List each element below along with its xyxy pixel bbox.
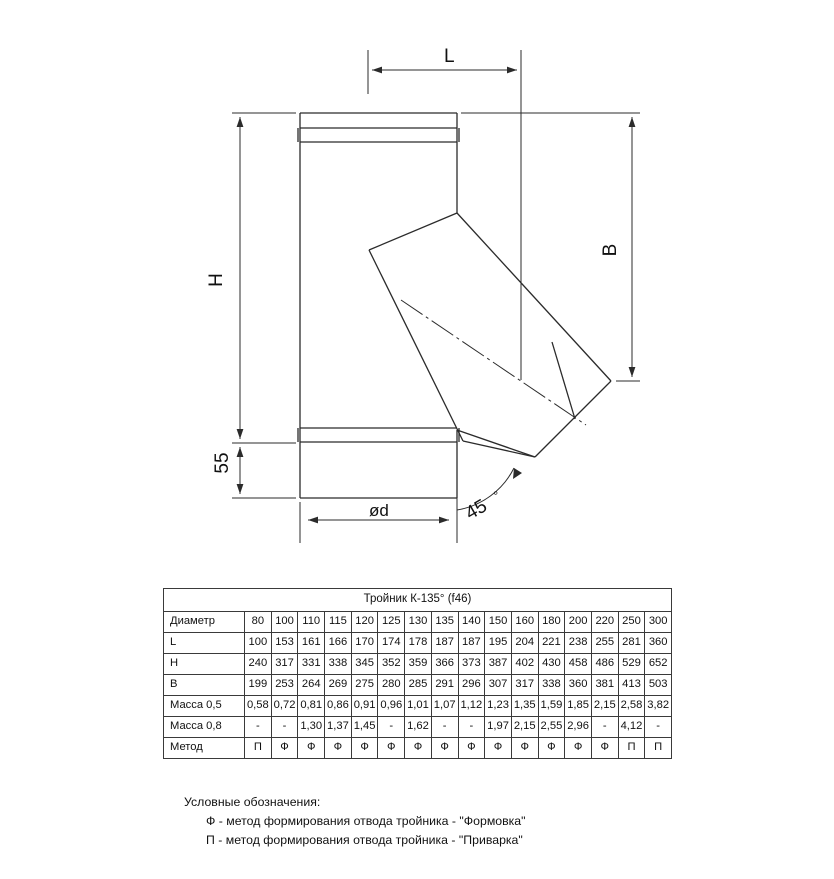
table-cell: 1,97 (485, 717, 512, 738)
table-cell: 1,23 (485, 696, 512, 717)
table-cell: 503 (645, 675, 672, 696)
table-cell: 1,30 (298, 717, 325, 738)
table-row (164, 717, 672, 738)
legend-line-privarka: П - метод формирования отвода тройника - "Приварка" (206, 833, 523, 847)
table-cell: 195 (485, 633, 512, 654)
dim-d-arrow-right (439, 517, 449, 524)
table-cell: 381 (591, 675, 618, 696)
table-cell: Ф (591, 738, 618, 759)
branch-nose-bottom (463, 441, 535, 457)
table-cell: 281 (618, 633, 645, 654)
branch-inner-seam (487, 403, 565, 425)
table-cell: 0,91 (351, 696, 378, 717)
table-cell: 115 (325, 612, 352, 633)
table-cell: 1,01 (405, 696, 432, 717)
dim-label-55: 55 (212, 452, 233, 474)
table-cell: 178 (405, 633, 432, 654)
table-cell: 125 (378, 612, 405, 633)
table-cell: 1,35 (511, 696, 538, 717)
table-cell: 2,15 (591, 696, 618, 717)
dim-L-arrow-left (372, 67, 382, 74)
table-row (164, 696, 672, 717)
table-row (164, 675, 672, 696)
table-cell: 200 (565, 612, 592, 633)
table-cell: 153 (271, 633, 298, 654)
dim-label-H: H (206, 273, 227, 287)
table-cell: - (245, 717, 272, 738)
table-cell: 0,86 (325, 696, 352, 717)
table-cell: 296 (458, 675, 485, 696)
branch-cross-centerline (472, 349, 501, 411)
table-cell: 250 (618, 612, 645, 633)
table-cell: 187 (431, 633, 458, 654)
branch-nose-left (369, 250, 463, 441)
table-cell: 199 (245, 675, 272, 696)
table-cell: 140 (458, 612, 485, 633)
table-cell: 352 (378, 654, 405, 675)
table-cell: 160 (511, 612, 538, 633)
table-cell: 387 (485, 654, 512, 675)
table-cell: 1,62 (405, 717, 432, 738)
specification-table (163, 588, 672, 759)
table-cell: 413 (618, 675, 645, 696)
table-cell: 317 (511, 675, 538, 696)
table-cell: 2,55 (538, 717, 565, 738)
dim-d-arrow-left (308, 517, 318, 524)
table-cell: 338 (325, 654, 352, 675)
table-cell: 458 (565, 654, 592, 675)
table-row-label: H (164, 654, 245, 675)
dim-label-diameter: ød (369, 501, 389, 520)
table-cell: П (645, 738, 672, 759)
table-cell: 238 (565, 633, 592, 654)
table-cell: 300 (645, 612, 672, 633)
branch-nose-top (369, 213, 457, 250)
table-cell: 2,96 (565, 717, 592, 738)
table-cell: 100 (245, 633, 272, 654)
table-cell: 1,45 (351, 717, 378, 738)
table-row-label: Диаметр (164, 612, 245, 633)
table-cell: 338 (538, 675, 565, 696)
dim-label-angle: 45 (462, 495, 491, 525)
table-cell: 120 (351, 612, 378, 633)
legend-heading: Условные обозначения: (184, 795, 321, 809)
table-cell: - (458, 717, 485, 738)
dim-B-arrow-top (629, 117, 636, 127)
table-cell: 0,96 (378, 696, 405, 717)
dim-label-B: B (600, 243, 621, 257)
table-cell: 360 (565, 675, 592, 696)
table-cell: 402 (511, 654, 538, 675)
table-head (164, 589, 672, 612)
table-row-label: Метод (164, 738, 245, 759)
table-cell: - (271, 717, 298, 738)
table-title-row (164, 589, 672, 612)
table-cell: Ф (351, 738, 378, 759)
table-cell: 285 (405, 675, 432, 696)
table-cell: Ф (485, 738, 512, 759)
table-row-label: B (164, 675, 245, 696)
dim-B-arrow-bottom (629, 367, 636, 377)
table-cell: - (431, 717, 458, 738)
table-cell: Ф (298, 738, 325, 759)
table-cell: 269 (325, 675, 352, 696)
table-cell: 166 (325, 633, 352, 654)
branch-bottom-wall (457, 430, 535, 457)
table-row-label: Масса 0,8 (164, 717, 245, 738)
table-cell: 366 (431, 654, 458, 675)
table-cell: 359 (405, 654, 432, 675)
table-cell: Ф (458, 738, 485, 759)
table-cell: 1,59 (538, 696, 565, 717)
table-cell: 220 (591, 612, 618, 633)
table-cell: 0,81 (298, 696, 325, 717)
table-row (164, 654, 672, 675)
table-cell: 2,15 (511, 717, 538, 738)
table-cell: Ф (565, 738, 592, 759)
table-cell: 80 (245, 612, 272, 633)
dim-label-L: L (444, 46, 455, 67)
table-cell: Ф (378, 738, 405, 759)
table-cell: 529 (618, 654, 645, 675)
branch-rim-line (552, 342, 575, 419)
table-cell: 240 (245, 654, 272, 675)
table-cell: 486 (591, 654, 618, 675)
branch-end-face-top (535, 381, 611, 457)
table-cell: - (591, 717, 618, 738)
table-cell: 174 (378, 633, 405, 654)
table-cell: П (618, 738, 645, 759)
table-cell: 204 (511, 633, 538, 654)
table-cell: 373 (458, 654, 485, 675)
dim-H-arrow-bottom (237, 429, 244, 439)
table-cell: 110 (298, 612, 325, 633)
table-cell: 255 (591, 633, 618, 654)
table-cell: 317 (271, 654, 298, 675)
table-row (164, 738, 672, 759)
dim-H-arrow-top (237, 117, 244, 127)
table-cell: 3,82 (645, 696, 672, 717)
table-cell: 331 (298, 654, 325, 675)
table-cell: Ф (538, 738, 565, 759)
table-body (164, 612, 672, 759)
table-cell: 1,85 (565, 696, 592, 717)
table-cell: 221 (538, 633, 565, 654)
table-row-label: Масса 0,5 (164, 696, 245, 717)
table-cell: Ф (271, 738, 298, 759)
dim-55-arrow-bottom (237, 484, 244, 494)
table-cell: 100 (271, 612, 298, 633)
legend-line-formovka: Ф - метод формирования отвода тройника - "Формовка" (206, 814, 526, 828)
table-cell: 275 (351, 675, 378, 696)
table-cell: 430 (538, 654, 565, 675)
table-row (164, 633, 672, 654)
branch-lower-wall (368, 252, 535, 457)
table-cell: Ф (405, 738, 432, 759)
table-cell: 1,37 (325, 717, 352, 738)
specification-table-container (163, 588, 672, 759)
table-cell: Ф (511, 738, 538, 759)
dim-label-angle-degree: ° (491, 488, 503, 503)
table-cell: - (645, 717, 672, 738)
table-cell: Ф (325, 738, 352, 759)
table-cell: 264 (298, 675, 325, 696)
table-cell: 2,58 (618, 696, 645, 717)
dim-L-arrow-right (507, 67, 517, 74)
table-cell: 253 (271, 675, 298, 696)
table-cell: 345 (351, 654, 378, 675)
table-row (164, 612, 672, 633)
table-cell: 4,12 (618, 717, 645, 738)
table-cell: 150 (485, 612, 512, 633)
table-cell: 161 (298, 633, 325, 654)
branch-fold (463, 403, 486, 441)
table-cell: 360 (645, 633, 672, 654)
table-cell: П (245, 738, 272, 759)
table-cell: 307 (485, 675, 512, 696)
table-cell: 135 (431, 612, 458, 633)
table-cell: 652 (645, 654, 672, 675)
angle-arrow (513, 468, 522, 479)
table-cell: 291 (431, 675, 458, 696)
table-cell: - (378, 717, 405, 738)
table-cell: 280 (378, 675, 405, 696)
branch-top-wall (457, 213, 611, 381)
table-cell: 170 (351, 633, 378, 654)
table-cell: 0,72 (271, 696, 298, 717)
table-title: Тройник К-135° (f46) (164, 589, 672, 612)
table-cell: 0,58 (245, 696, 272, 717)
table-cell: 180 (538, 612, 565, 633)
table-cell: 1,12 (458, 696, 485, 717)
table-cell: 130 (405, 612, 432, 633)
table-cell: 1,07 (431, 696, 458, 717)
table-cell: 187 (458, 633, 485, 654)
dim-55-arrow-top (237, 447, 244, 457)
legend-block (184, 793, 526, 850)
table-cell: Ф (431, 738, 458, 759)
table-row-label: L (164, 633, 245, 654)
